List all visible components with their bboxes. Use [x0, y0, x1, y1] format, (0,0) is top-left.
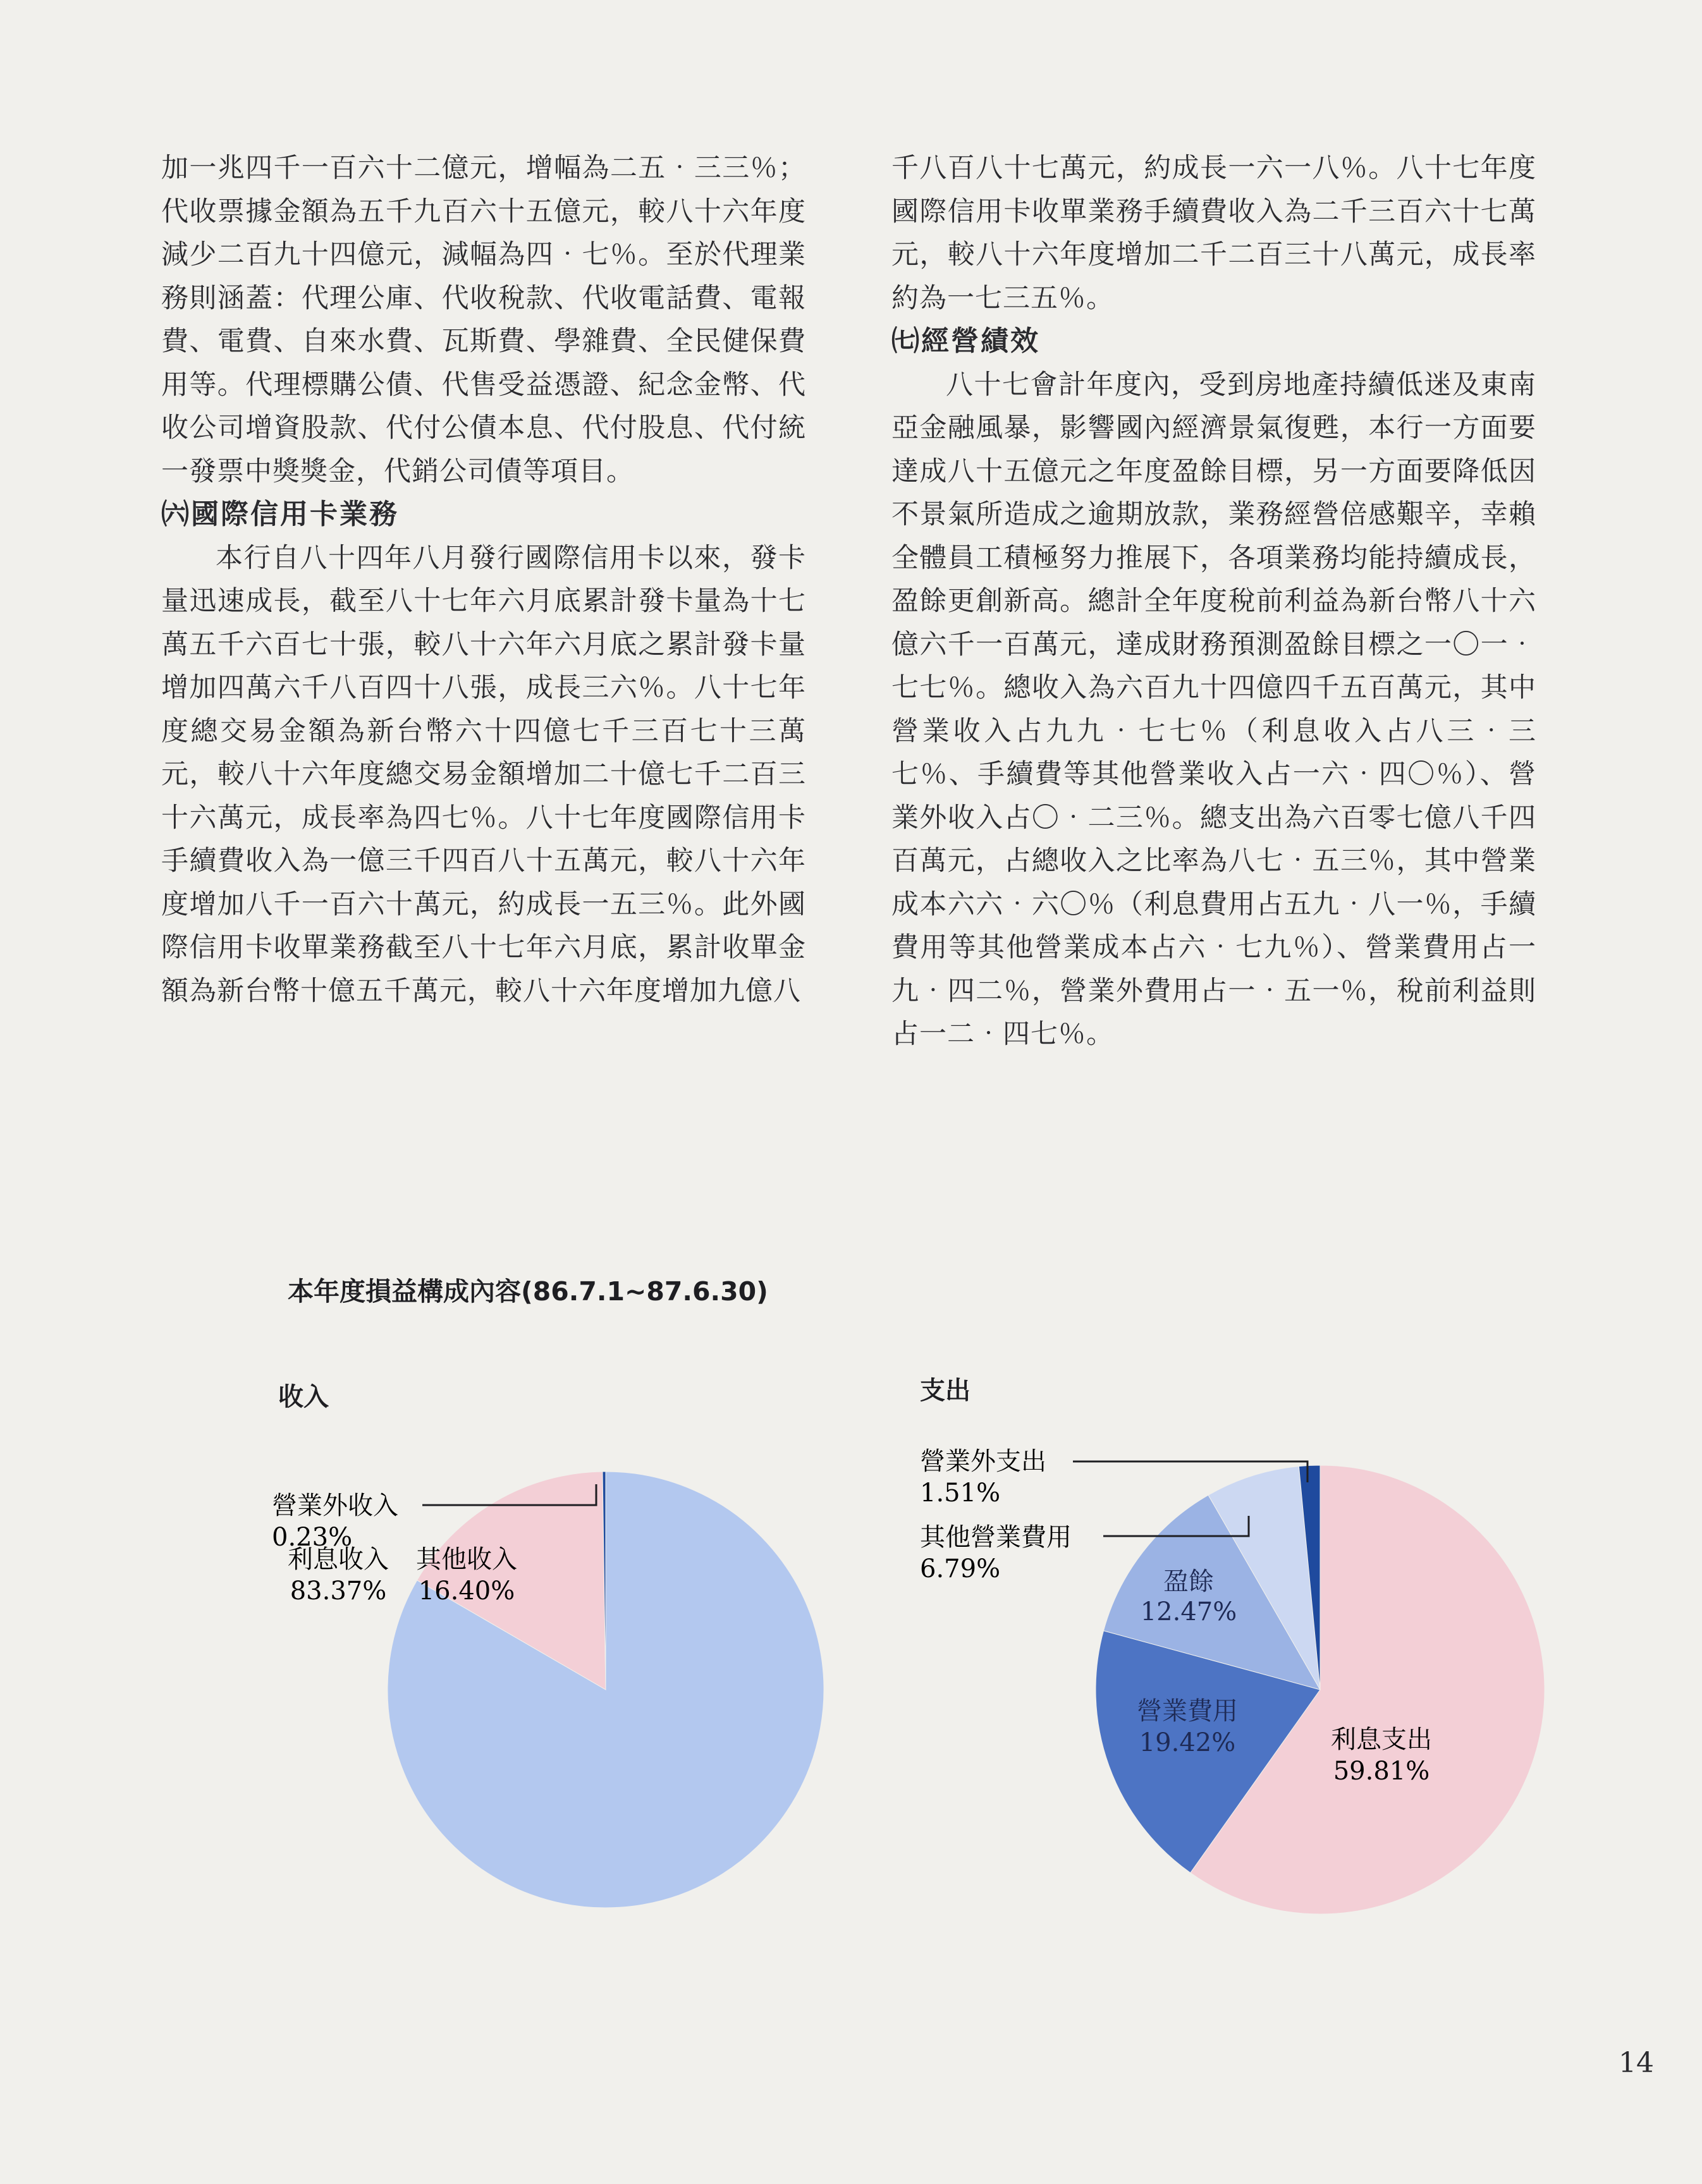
income-label-interest: 利息收入 [288, 1545, 389, 1574]
expense-value-surplus: 12.47% [1140, 1597, 1237, 1626]
left-paragraph-2: 本行自八十四年八月發行國際信用卡以來，發卡量迅速成長，截至八十七年六月底累計發卡量為十七萬五千六百七十張，較八十六年六月底之累計發卡量增加四萬六千八百四十八張，成長三六％。八十七年度總交易金額為新台幣六十四億七千三百七十三萬元，較八十六年度總交易金額增加二十億七千二百三十六萬元，成長率為四七％。八十七年度國際信用卡手續費收入為一億三千四百八十五萬元，較八十六年度增加八千一百六十萬元，約成長一五三％。此外國際信用卡收單業務截至八十七年六月底，累計收單金額為新台幣十億五千萬元，較八十六年度增加九億八 [161, 542, 806, 1007]
section-heading-performance: ㈦經營績效 [891, 325, 1040, 357]
section-heading-credit-card: ㈥國際信用卡業務 [161, 498, 399, 530]
expense-label-other-operating: 其他營業費用 [920, 1523, 1072, 1552]
right-text-column [891, 147, 1536, 1056]
expense-value-interest: 59.81% [1333, 1757, 1430, 1786]
expense-label-operating: 營業費用 [1137, 1697, 1238, 1726]
income-value-interest: 83.37% [290, 1577, 387, 1606]
expense-label-surplus: 盈餘 [1163, 1567, 1214, 1596]
income-label-nonoperating: 營業外收入 [272, 1491, 398, 1520]
income-value-nonoperating: 0.23% [272, 1523, 353, 1552]
right-paragraph-1: 千八百八十七萬元，約成長一六一八％。八十七年度國際信用卡收單業務手續費收入為二千三百六十七萬元，較八十六年度增加二千二百三十八萬元，成長率約為一七三五％。 [891, 152, 1536, 314]
expense-label-nonoperating: 營業外支出 [920, 1447, 1046, 1476]
expense-value-operating: 19.42% [1139, 1728, 1236, 1757]
expense-pie-chart [1096, 1465, 1545, 1914]
income-label-other: 其他收入 [416, 1545, 517, 1574]
income-value-other: 16.40% [418, 1577, 515, 1606]
page-number: 14 [1619, 2047, 1654, 2079]
expense-chart-title: 支出 [920, 1376, 970, 1405]
income-pie-chart [388, 1472, 824, 1908]
left-text-column [161, 147, 806, 1013]
right-paragraph-2: 八十七會計年度內，受到房地產持續低迷及東南亞金融風暴，影響國內經濟景氣復甦，本行一方面要達成八十五億元之年度盈餘目標，另一方面要降低因不景氣所造成之逾期放款，業務經營倍感艱辛，幸賴全體員工積極努力推展下，各項業務均能持續成長，盈餘更創新高。總計全年度稅前利益為新台幣八十六億六千一百萬元，達成財務預測盈餘目標之一〇一‧七七％。總收入為六百九十四億四千五百萬元，其中營業收入占九九‧七七％（利息收入占八三‧三七％、手續費等其他營業收入占一六‧四〇％）、營業外收入占〇‧二三％。總支出為六百零七億八千四百萬元，占總收入之比率為八七‧五三％，其中營業成本六六‧六〇％（利息費用占五九‧八一％，手續費用等其他營業成本占六‧七九％）、營業費用占一九‧四二％，營業外費用占一‧五一％，稅前利益則占一二‧四七％。 [891, 369, 1536, 1050]
expense-label-interest: 利息支出 [1331, 1725, 1432, 1754]
chart-section-title: 本年度損益構成內容(86.7.1~87.6.30) [288, 1276, 768, 1307]
expense-value-nonoperating: 1.51% [920, 1479, 1001, 1508]
expense-value-other-operating: 6.79% [920, 1554, 1001, 1583]
income-chart-title: 收入 [278, 1382, 329, 1412]
left-paragraph-1: 加一兆四千一百六十二億元，增幅為二五‧三三％；代收票據金額為五千九百六十五億元，較八十六年度減少二百九十四億元，減幅為四‧七％。至於代理業務則涵蓋：代理公庫、代收稅款、代收電話費、電報費、電費、自來水費、瓦斯費、學雜費、全民健保費用等。代理標購公債、代售受益憑證、紀念金幣、代收公司增資股款、代付公債本息、代付股息、代付統一發票中獎獎金，代銷公司債等項目。 [161, 152, 806, 487]
